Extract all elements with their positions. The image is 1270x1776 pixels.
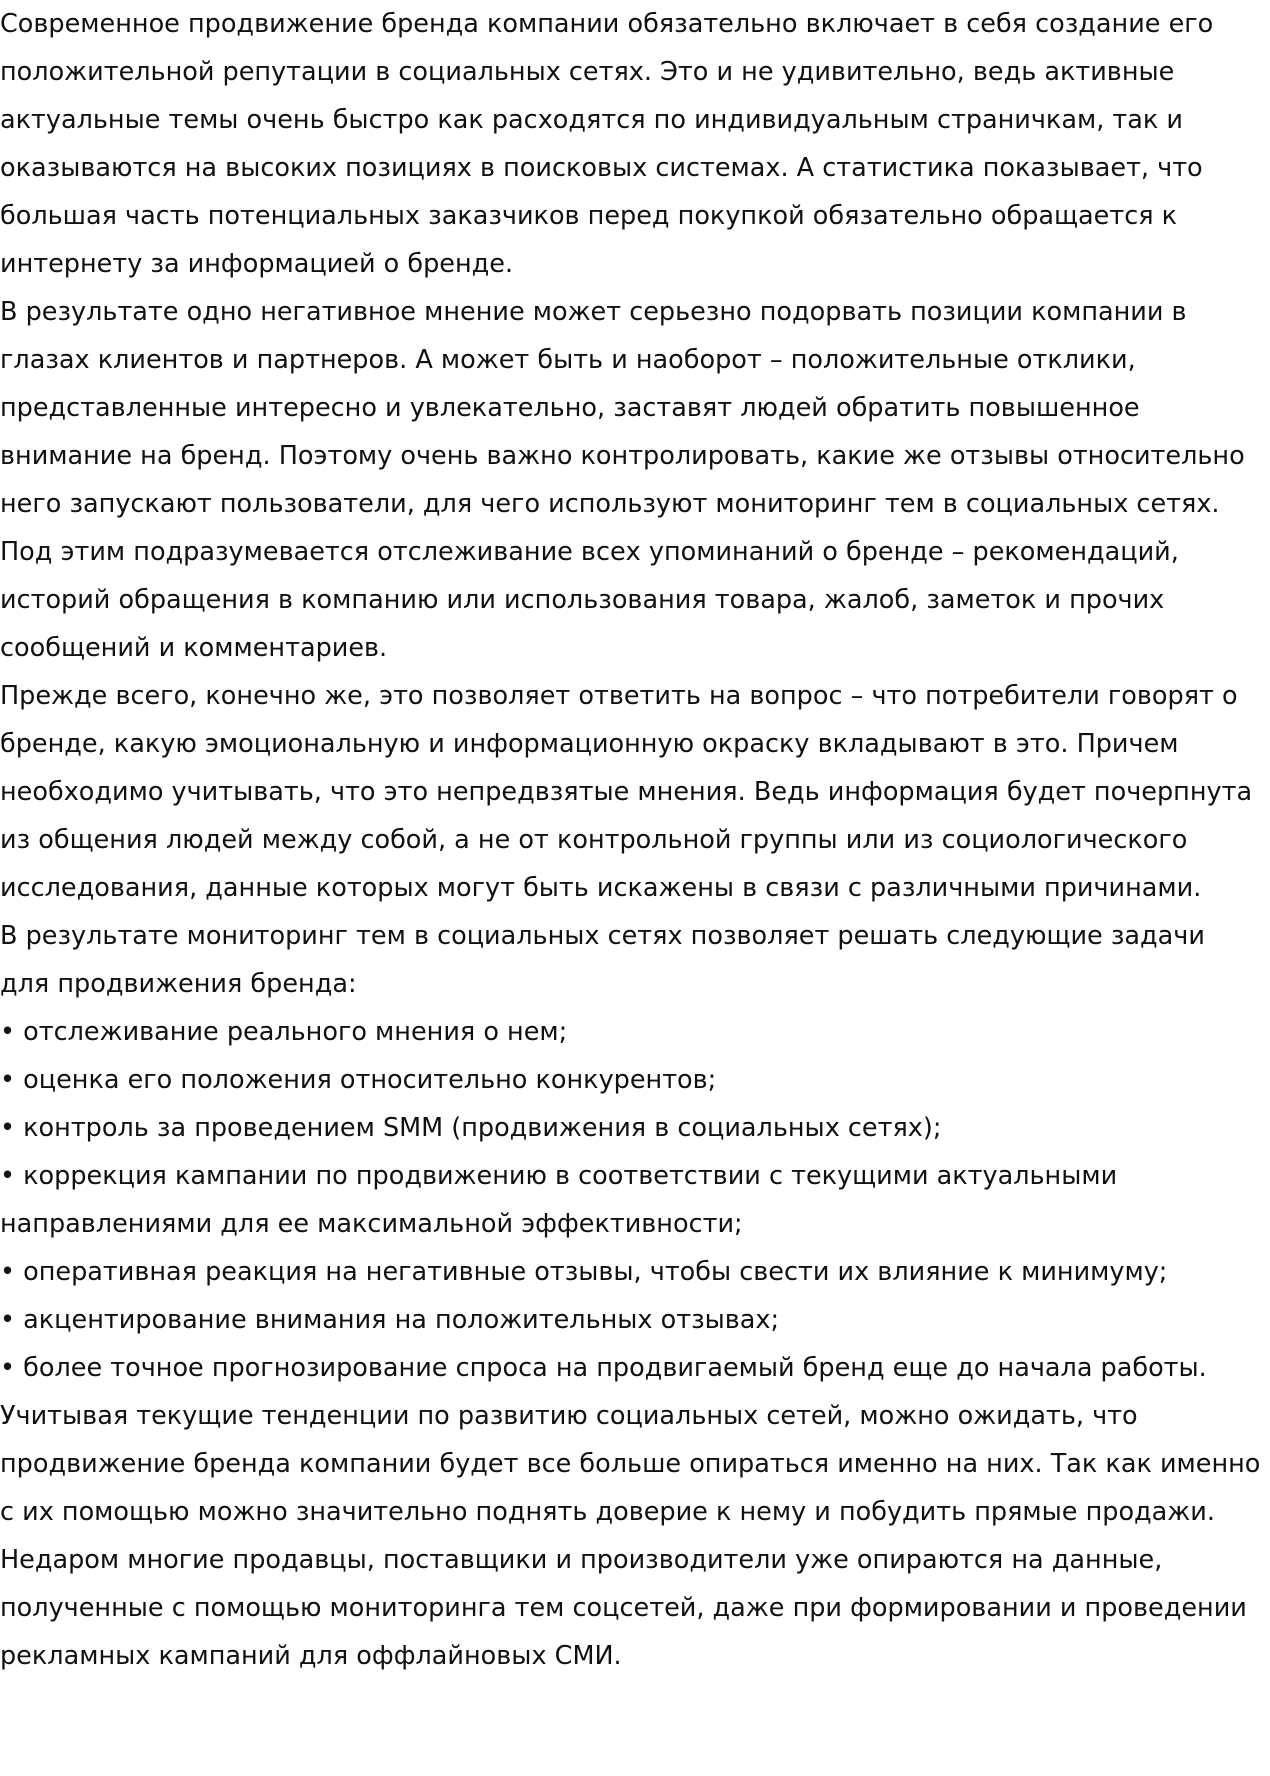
list-item: • оценка его положения относительно конкурентов; — [0, 1065, 717, 1095]
paragraph-trends: Учитывая текущие тенденции по развитию социальных сетей, можно ожидать, что продвижение бренда компании будет все больше опираться именно на них. Так как именно с их помощью можно значительно поднять доверие к нему и побудить прямые продажи. — [0, 1401, 1261, 1527]
paragraph-mentions-tracking: Под этим подразумевается отслеживание всех упоминаний о бренде – рекомендаций, историй обращения в компанию или использования товара, жалоб, заметок и прочих сообщений и комментариев. — [0, 537, 1179, 663]
paragraph-conclusion: Недаром многие продавцы, поставщики и производители уже опираются на данные, полученные с помощью мониторинга тем соцсетей, даже при формировании и проведении рекламных кампаний для оффлайновых СМИ. — [0, 1545, 1247, 1671]
list-item: • акцентирование внимания на положительных отзывах; — [0, 1305, 780, 1335]
paragraph-intro: Современное продвижение бренда компании обязательно включает в себя создание его положительной репутации в социальных сетях. Это и не удивительно, ведь активные актуальные темы очень быстро как расходятся по индивидуальным страничкам, так и оказываются на высоких позициях в поисковых системах. А статистика показывает, что большая часть потенциальных заказчиков перед покупкой обязательно обращается к интернету за информацией о бренде. — [0, 9, 1214, 279]
list-item: • контроль за проведением SMM (продвижения в социальных сетях); — [0, 1113, 942, 1143]
paragraph-negative-opinion: В результате одно негативное мнение может серьезно подорвать позиции компании в глазах клиентов и партнеров. А может быть и наоборот – положительные отклики, представленные интересно и увлекательно, заставят людей обратить повышенное внимание на бренд. Поэтому очень важно контролировать, какие же отзывы относительно него запускают пользователи, для чего используют мониторинг тем в социальных сетях. — [0, 297, 1245, 519]
list-item: • коррекция кампании по продвижению в соответствии с текущими актуальными направлениями для ее максимальной эффективности; — [0, 1161, 1118, 1239]
tasks-list — [0, 1008, 1262, 1392]
list-item: • оперативная реакция на негативные отзывы, чтобы свести их влияние к минимуму; — [0, 1257, 1168, 1287]
paragraph-consumer-opinion: Прежде всего, конечно же, это позволяет ответить на вопрос – что потребители говорят о бренде, какую эмоциональную и информационную окраску вкладывают в это. Причем необходимо учитывать, что это непредвзятые мнения. Ведь информация будет почерпнута из общения людей между собой, а не от контрольной группы или из социологического исследования, данные которых могут быть искажены в связи с различными причинами. — [0, 681, 1253, 903]
list-item: • отслеживание реального мнения о нем; — [0, 1017, 568, 1047]
paragraph-tasks-intro: В результате мониторинг тем в социальных сетях позволяет решать следующие задачи для продвижения бренда: — [0, 921, 1205, 999]
list-item: • более точное прогнозирование спроса на продвигаемый бренд еще до начала работы. — [0, 1353, 1207, 1383]
